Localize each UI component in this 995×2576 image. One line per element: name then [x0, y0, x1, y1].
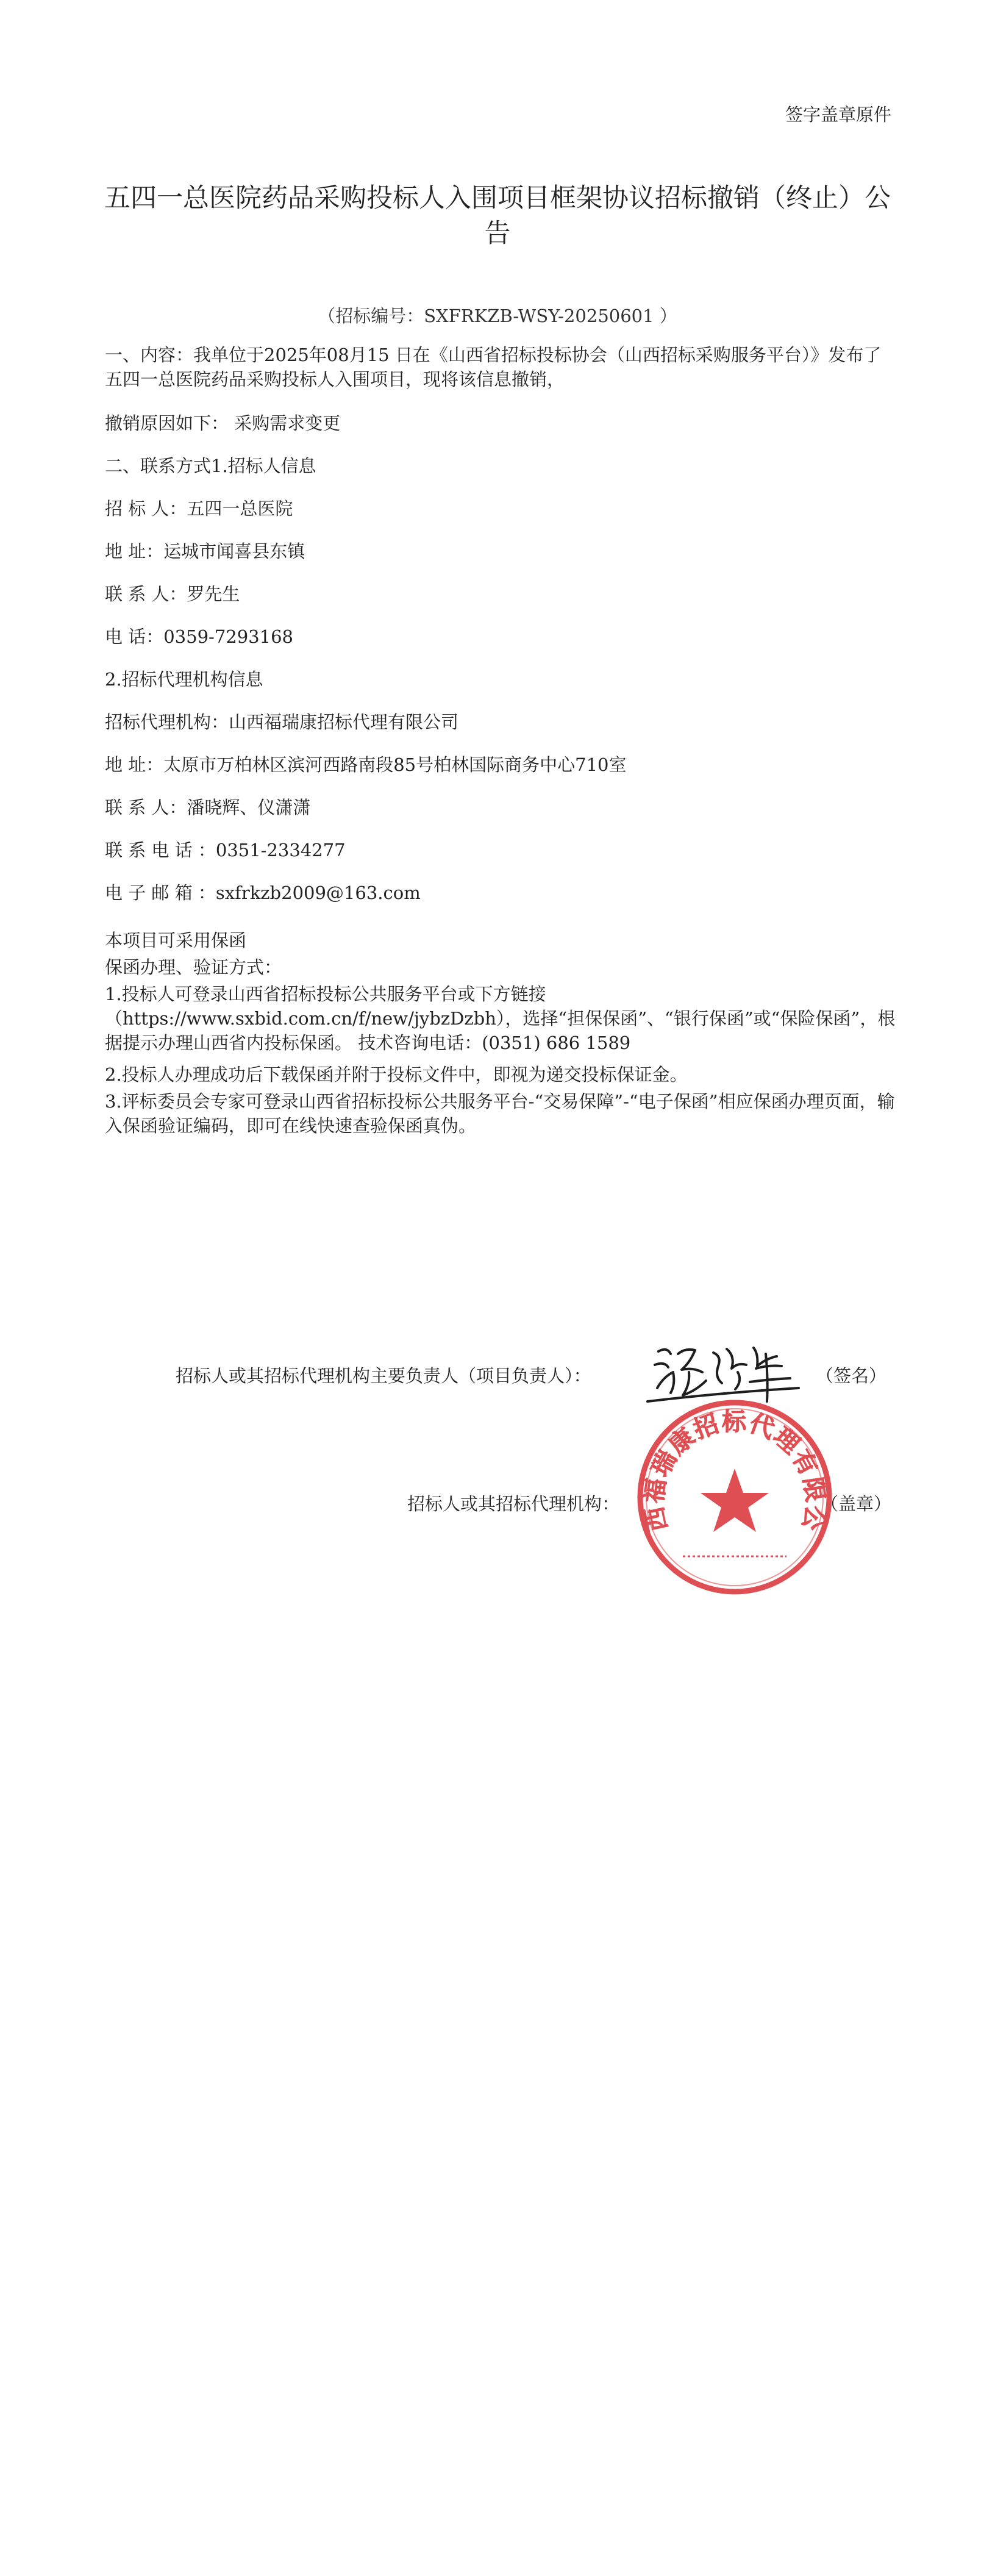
- tender-number: （招标编号：SXFRKZB-WSY-20250601 ）: [318, 306, 677, 326]
- guarantee-item-1: 1.投标人可登录山西省招标投标公共服务平台或下方链接（https://www.sxbid.com.cn/f/new/jybzDzbh），选择“担保保函”、“银行保函”或“保险保函”，根据提示办理山西省内投标保函。 技术咨询电话：(0351) 686 1589: [105, 984, 896, 1053]
- guarantee-item-3: 3.评标委员会专家可登录山西省招标投标公共服务平台-“交易保障”-“电子保函”相应保函办理页面，输入保函验证编码，即可在线快速查验保函真伪。: [105, 1091, 895, 1136]
- guarantee-line1: 本项目可采用保函: [105, 930, 247, 951]
- official-seal: [621, 1374, 835, 1598]
- svg-text:山西福瑞康招标代理有限公司: 山西福瑞康招标代理有限公司: [621, 1374, 830, 1534]
- contact-heading: 二、联系方式1.招标人信息: [105, 456, 316, 476]
- tenderer-contact: 联 系 人：罗先生: [105, 584, 240, 604]
- guarantee-item-2: 2.投标人办理成功后下载保函并附于投标文件中，即视为递交投标保证金。: [105, 1064, 688, 1085]
- guarantee-line2: 保函办理、验证方式：: [105, 957, 282, 978]
- page-title: 五四一总医院药品采购投标人入围项目框架协议招标撤销（终止）公告: [104, 183, 891, 249]
- stamp-note: 签字盖章原件: [785, 104, 891, 125]
- agency-seal-label: 招标人或其招标代理机构：: [407, 1494, 620, 1514]
- agency-contact: 联 系 人：潘晓辉、仪潇潇: [105, 797, 311, 818]
- agency-address: 地 址：太原市万柏林区滨河西路南段85号柏林国际商务中心710室: [105, 754, 627, 775]
- sign-note: （签名）: [816, 1365, 887, 1386]
- tenderer-phone: 电 话：0359-7293168: [105, 626, 293, 647]
- content-paragraph: 一、内容：我单位于2025年08月15 日在《山西省招标投标协会（山西招标采购服务平台）》发布了 五四一总医院药品采购投标人入围项目，现将该信息撤销，: [105, 345, 882, 390]
- tenderer-name: 招 标 人：五四一总医院: [105, 498, 293, 519]
- seal-note: （盖章）: [821, 1494, 892, 1514]
- agency-name: 招标代理机构：山西福瑞康招标代理有限公司: [105, 712, 459, 732]
- leader-signature-label: 招标人或其招标代理机构主要负责人（项目负责人）：: [176, 1365, 591, 1386]
- agency-phone: 联 系 电 话 ：0351-2334277: [105, 840, 346, 860]
- agency-email: 电 子 邮 箱 ：sxfrkzb2009@163.com: [105, 882, 421, 903]
- cancel-reason: 撤销原因如下： 采购需求变更: [105, 413, 341, 434]
- agency-heading: 2.招标代理机构信息: [105, 669, 263, 690]
- tenderer-address: 地 址：运城市闻喜县东镇: [105, 541, 305, 562]
